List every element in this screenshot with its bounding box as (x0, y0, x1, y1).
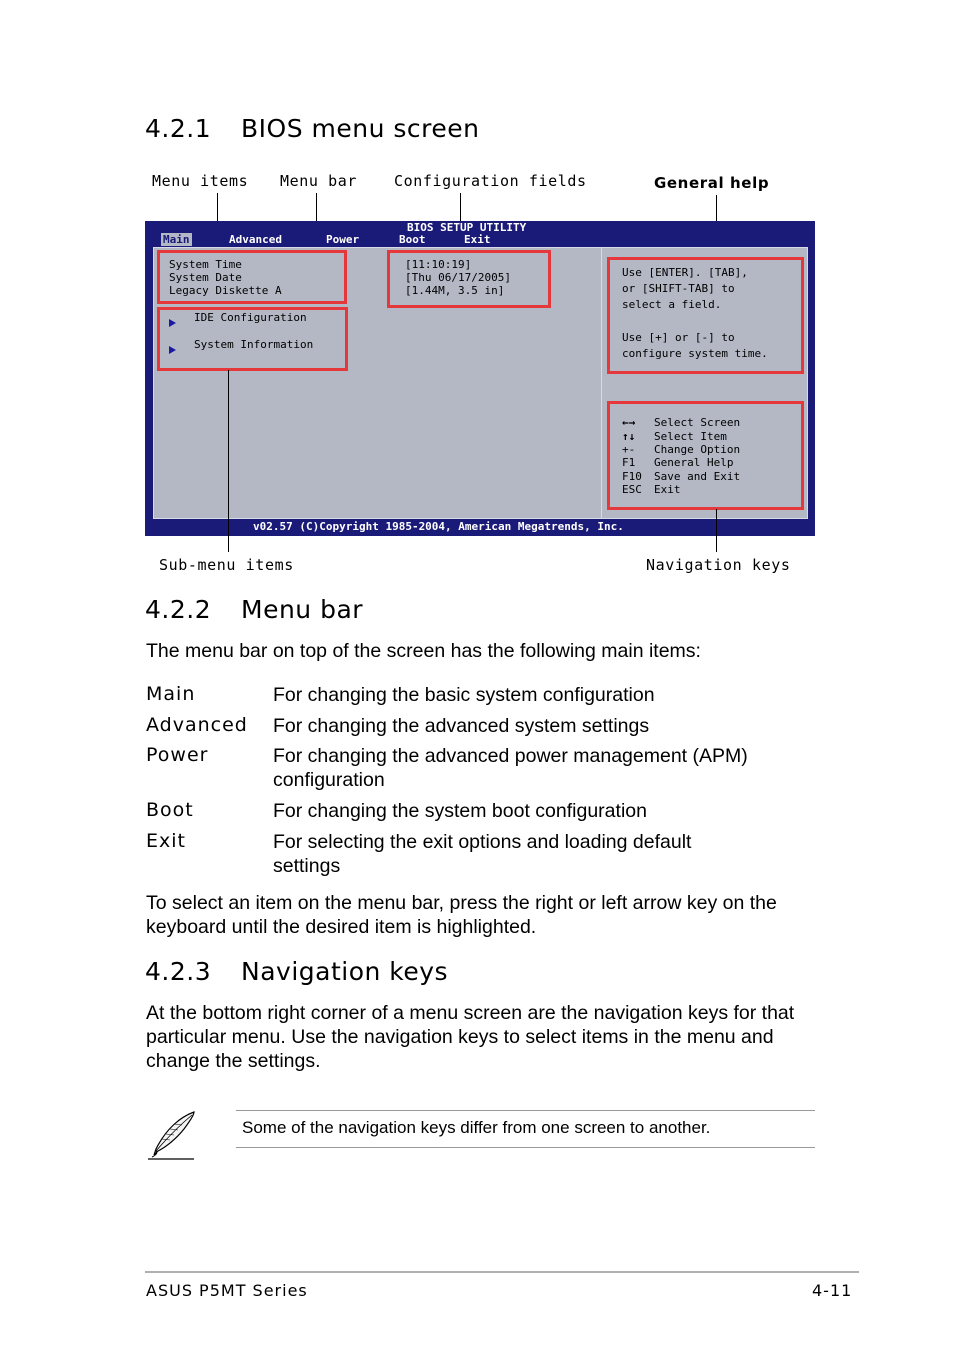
highlight-submenu-items (157, 307, 348, 371)
section-heading-421 (145, 114, 480, 143)
desc-advanced: For changing the advanced system settings (273, 715, 650, 737)
callout-line-nav-keys (716, 509, 717, 552)
desc-boot: For changing the system boot configuration (273, 800, 647, 822)
section-number: 4.2.2 (145, 595, 212, 624)
bios-menu-boot[interactable]: Boot (399, 233, 426, 246)
footer-left: ASUS P5MT Series (146, 1281, 308, 1300)
bios-submenu-sysinfo[interactable]: System Information (194, 338, 314, 351)
bios-menu-power[interactable]: Power (326, 233, 360, 246)
quill-pen-icon (146, 1109, 198, 1161)
nav-label: General Help (654, 456, 734, 469)
bios-item-system-time[interactable]: System Time (169, 258, 242, 271)
footer-rule (145, 1271, 859, 1273)
nav-key: +- (622, 443, 636, 456)
term-main: Main (146, 683, 196, 705)
help-line: or [SHIFT-TAB] to (622, 282, 735, 295)
note-rule-top (236, 1110, 815, 1111)
desc-power: For changing the advanced power management (APM) configuration (273, 745, 748, 791)
page-number: 4-11 (812, 1281, 853, 1300)
bios-value-time[interactable]: [11:10:19] (405, 258, 472, 271)
bios-submenu-ide[interactable]: IDE Configuration (194, 311, 307, 324)
nav-label: Change Option (654, 443, 741, 456)
nav-text: At the bottom right corner of a menu screen are the navigation keys for that particular menu. Use the navigation keys to select items in the menu and change the settings. (146, 1002, 795, 1072)
help-line: Use [+] or [-] to (622, 331, 735, 344)
help-line: configure system time. (622, 347, 768, 360)
nav-key-arrows-ud-icon: ↑↓ (622, 430, 636, 443)
term-boot: Boot (146, 799, 194, 821)
help-line: Use [ENTER]. [TAB], (622, 266, 748, 279)
note-text: Some of the navigation keys differ from one screen to another. (242, 1118, 711, 1137)
section-title: BIOS menu screen (241, 114, 480, 143)
bios-title: BIOS SETUP UTILITY (407, 221, 527, 234)
menu-intro: The menu bar on top of the screen has the following main items: (146, 640, 701, 662)
bios-menu-exit[interactable]: Exit (464, 233, 491, 246)
section-title: Menu bar (241, 595, 364, 624)
callout-sub-menu-items: Sub-menu items (159, 556, 294, 574)
highlight-config-fields (387, 250, 551, 308)
section-heading-423 (145, 957, 448, 986)
section-number: 4.2.1 (145, 114, 212, 143)
bios-screen (145, 221, 815, 536)
highlight-general-help (607, 257, 804, 374)
nav-label: Exit (654, 483, 681, 496)
nav-key: ESC (622, 483, 642, 496)
callout-menu-items: Menu items (152, 172, 249, 190)
callout-config-fields: Configuration fields (394, 172, 587, 190)
highlight-navigation-keys (607, 401, 804, 510)
highlight-menu-items (157, 250, 347, 304)
term-exit: Exit (146, 830, 186, 852)
bios-item-legacy-diskette[interactable]: Legacy Diskette A (169, 284, 282, 297)
nav-key: F1 (622, 456, 636, 469)
nav-label: Save and Exit (654, 470, 741, 483)
desc-main: For changing the basic system configuration (273, 684, 655, 706)
bios-item-system-date[interactable]: System Date (169, 271, 242, 284)
bios-value-date[interactable]: [Thu 06/17/2005] (405, 271, 511, 284)
callout-menu-bar: Menu bar (280, 172, 358, 190)
nav-key: F10 (622, 470, 642, 483)
term-advanced: Advanced (146, 714, 248, 736)
bios-menu-main[interactable]: Main (163, 233, 190, 246)
desc-exit: For selecting the exit options and loading default settings (273, 831, 692, 877)
nav-label: Select Item (654, 430, 727, 443)
callout-navigation-keys: Navigation keys (646, 556, 791, 574)
help-line: select a field. (622, 298, 722, 311)
nav-key-arrows-lr-icon: ←→ (622, 416, 636, 429)
menu-select-text: To select an item on the menu bar, press the right or left arrow key on the keyboard until the desired item is highlighted. (146, 892, 777, 938)
callout-line-submenu (228, 370, 229, 552)
bios-value-diskette[interactable]: [1.44M, 3.5 in] (405, 284, 505, 297)
section-title: Navigation keys (241, 957, 449, 986)
nav-label: Select Screen (654, 416, 741, 429)
note-rule-bottom (236, 1147, 815, 1148)
bios-footer: v02.57 (C)Copyright 1985-2004, American Megatrends, Inc. (253, 520, 624, 533)
section-heading-422 (145, 595, 363, 624)
callout-general-help: General help (654, 174, 770, 192)
section-number: 4.2.3 (145, 957, 212, 986)
term-power: Power (146, 744, 209, 766)
bios-menu-advanced[interactable]: Advanced (229, 233, 282, 246)
